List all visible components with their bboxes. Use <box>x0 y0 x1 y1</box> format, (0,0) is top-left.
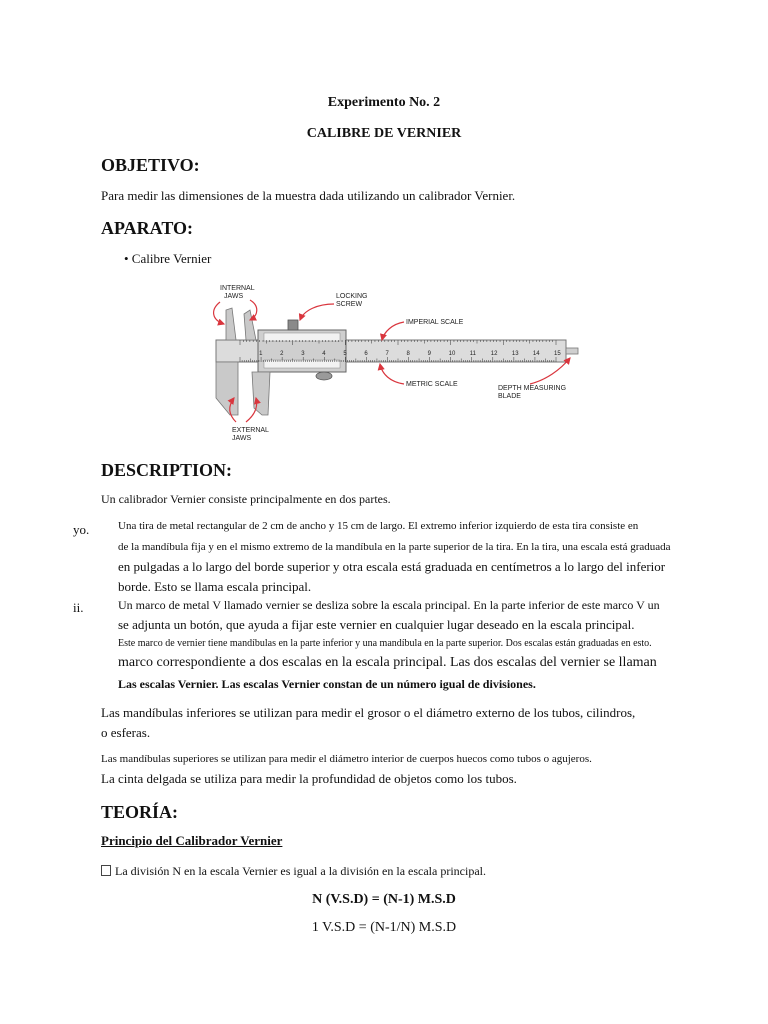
upper-jaws-para: Las mandíbulas superiores se utilizan para medir el diámetro interior de cuerpos huecos como tubos o agujeros. <box>101 753 592 765</box>
theory-subheading: Principio del Calibrador Vernier <box>101 833 283 848</box>
item2-line-5: Las escalas Vernier. Las escalas Vernier constan de un número igual de divisiones. <box>118 677 536 691</box>
metric-scale-number: 1 <box>259 351 263 357</box>
external-jaws-label: EXTERNAL <box>232 427 269 434</box>
external-jaws-label-2: JAWS <box>232 435 252 442</box>
theory-bullet-text: La división N en la escala Vernier es igual a la división en la escala principal. <box>115 864 486 878</box>
metric-scale-number: 3 <box>301 351 305 357</box>
metric-scale-number: 8 <box>406 351 410 357</box>
sliding-external-jaw <box>252 372 270 415</box>
locking-screw-label: LOCKING <box>336 293 368 300</box>
metric-scale-number: 7 <box>385 351 389 357</box>
experiment-number: Experimento No. 2 <box>327 95 441 110</box>
lower-jaws-para-line-2: o esferas. <box>101 725 151 740</box>
metric-scale-number: 15 <box>554 351 561 357</box>
item1-line-1: Una tira de metal rectangular de 2 cm de ancho y 15 cm de largo. El extremo inferior izquierdo de esta tira consiste en <box>118 520 639 532</box>
objective-heading: OBJETIVO: <box>101 155 200 175</box>
depth-blade <box>566 348 578 354</box>
metric-scale-number: 13 <box>511 351 519 357</box>
item2-line-1: Un marco de metal V llamado vernier se desliza sobre la escala principal. En la parte inferior de este marco V un <box>118 598 660 612</box>
internal-jaws-label-2: JAWS <box>224 293 244 300</box>
imperial-scale-label: IMPERIAL SCALE <box>406 319 464 326</box>
item2-line-3: Este marco de vernier tiene mandíbulas en la parte inferior y una mandíbula en la parte superior. Dos escalas están graduadas en esto. <box>118 638 652 649</box>
formula-2: 1 V.S.D = (N-1/N) M.S.D <box>311 920 457 935</box>
metric-scale-number: 12 <box>490 351 498 357</box>
theory-heading: TEORÍA: <box>101 802 179 822</box>
metric-scale-number: 5 <box>343 351 347 357</box>
item1-line-2: de la mandíbula fija y en el mismo extremo de la mandíbula en la parte superior de la tira. En la tira, una escala está graduada <box>118 541 671 553</box>
metric-scale-number: 4 <box>322 351 326 357</box>
fixed-internal-jaw <box>226 308 236 340</box>
depth-blade-para: La cinta delgada se utiliza para medir la profundidad de objetos como los tubos. <box>101 771 517 786</box>
metric-scale-number: 2 <box>280 351 284 357</box>
item2-line-2: se adjunta un botón, que ayuda a fijar este vernier en cualquier lugar deseado en la escala principal. <box>118 617 635 632</box>
locking-screw <box>288 320 298 330</box>
metric-scale-number: 14 <box>532 351 540 357</box>
document-title: CALIBRE DE VERNIER <box>306 126 462 141</box>
item2-line-4: marco correspondiente a dos escalas en la escala principal. Las dos escalas del vernier se llaman <box>118 655 657 670</box>
depth-blade-label: DEPTH MEASURING <box>498 385 567 392</box>
metric-scale-number: 11 <box>469 351 476 357</box>
list-marker-1: yo. <box>73 522 90 537</box>
internal-jaws-label: INTERNAL <box>220 285 255 292</box>
description-heading: DESCRIPTION: <box>101 460 233 480</box>
theory-bullet <box>101 864 486 879</box>
item1-line-3: en pulgadas a lo largo del borde superior y otra escala está graduada en centímetros a lo largo del inferior <box>118 559 666 574</box>
objective-text: Para medir las dimensiones de la muestra dada utilizando un calibrador Vernier. <box>101 188 516 203</box>
locking-screw-label-2: SCREW <box>336 301 363 308</box>
apparatus-heading: APARATO: <box>101 218 193 238</box>
metric-scale-number: 10 <box>448 351 456 357</box>
metric-scale-number: 6 <box>364 351 368 357</box>
item1-line-4: borde. Esto se llama escala principal. <box>118 579 312 594</box>
description-intro: Un calibrador Vernier consiste principalmente en dos partes. <box>101 492 391 506</box>
lower-jaws-para-line-1: Las mandíbulas inferiores se utilizan para medir el grosor o el diámetro externo de los tubos, cilindros, <box>101 705 636 720</box>
formula-1: N (V.S.D) = (N-1) M.S.D <box>312 892 456 907</box>
list-marker-2: ii. <box>73 600 84 615</box>
vernier-caliper-diagram <box>200 280 590 450</box>
bullet-box-icon <box>101 865 111 876</box>
sliding-internal-jaw <box>244 310 256 340</box>
apparatus-item: • Calibre Vernier <box>124 251 212 266</box>
depth-blade-label-2: BLADE <box>498 393 521 400</box>
metric-scale-number: 9 <box>427 351 431 357</box>
metric-scale-label: METRIC SCALE <box>406 381 458 388</box>
fixed-external-jaw <box>216 362 238 415</box>
